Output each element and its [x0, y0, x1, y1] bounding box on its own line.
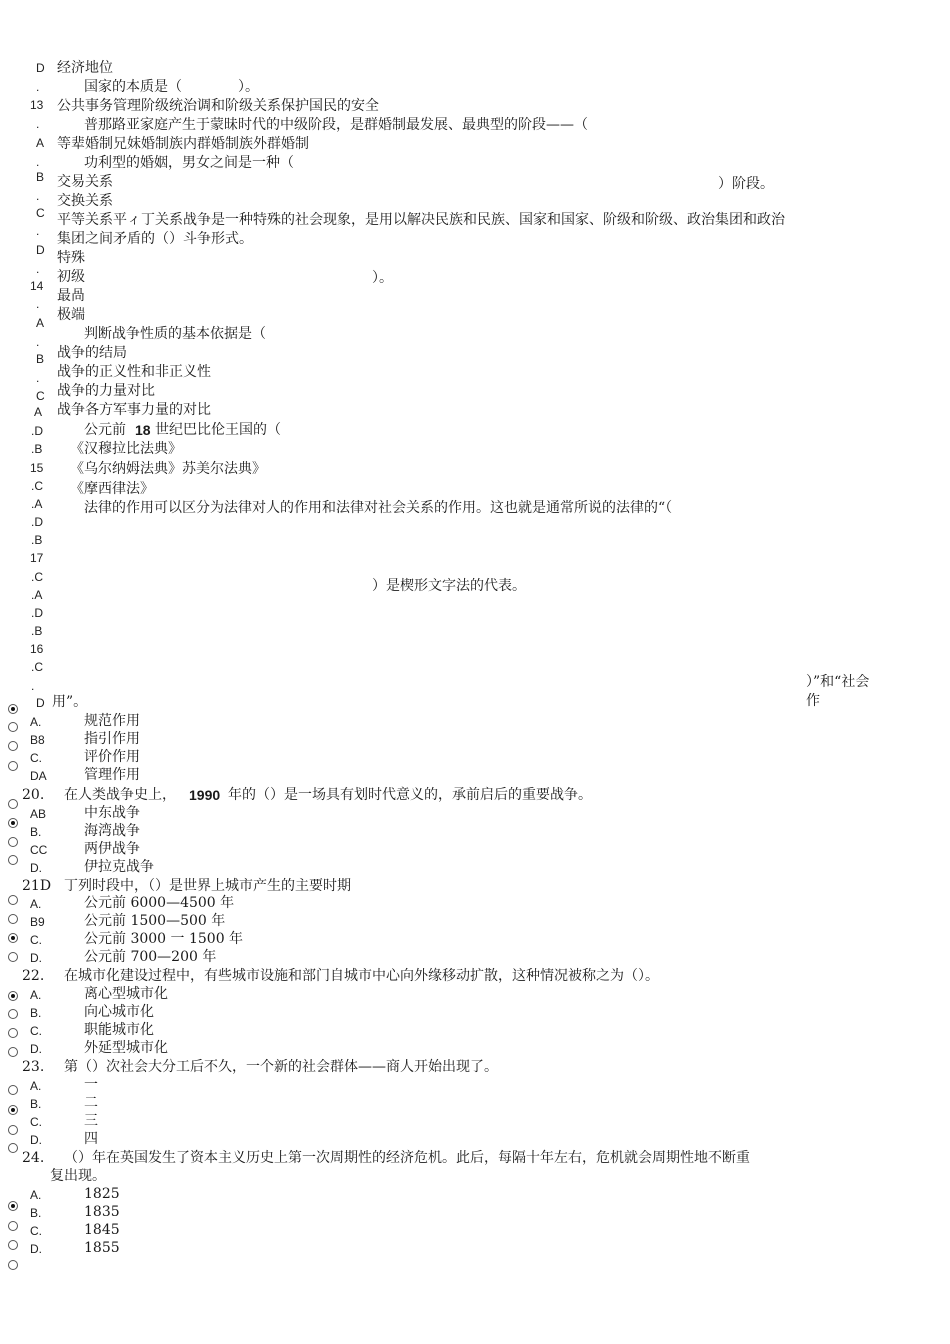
margin-marker: .C [31, 570, 43, 584]
option-radio[interactable] [8, 704, 18, 714]
option-radio[interactable] [8, 1047, 18, 1057]
margin-marker: . [36, 189, 40, 203]
option-radio[interactable] [8, 818, 18, 828]
text-line: ）阶段。 [718, 176, 774, 192]
question-stem-continued: 复出现。 [50, 1168, 106, 1184]
text-line: 交换关系 [57, 193, 113, 209]
option-text: 指引作用 [84, 731, 140, 747]
margin-marker: .B [31, 624, 43, 638]
text-line: 判断战争性质的基本依据是（ [84, 326, 266, 342]
text-line: 法律的作用可以区分为法律对人的作用和法律对社会关系的作用。这也就是通常所说的法律的“（ [84, 500, 673, 516]
text-line: ）。 [372, 270, 393, 286]
text-line: 等辈婚制兄妹婚制族内群婚制族外群婚制 [57, 136, 309, 152]
margin-marker: . [36, 297, 40, 311]
text-line: 极端 [57, 307, 85, 323]
text-line: 最咼 [57, 288, 85, 304]
option-radio[interactable] [8, 1221, 18, 1231]
option-letter: B. [30, 1206, 42, 1220]
text-line: 经济地位 [57, 60, 113, 76]
option-text: 公元前 3000 一 1500 年 [84, 931, 244, 947]
option-text: 中东战争 [84, 805, 140, 821]
text-line: 公共事务管理阶级统治调和阶级关系保护国民的安全 [57, 98, 379, 114]
margin-marker: A [34, 405, 43, 419]
option-letter: D. [30, 861, 42, 875]
option-text: 管理作用 [84, 767, 140, 783]
option-radio[interactable] [8, 1085, 18, 1095]
option-letter: C. [30, 1224, 42, 1238]
margin-marker: D [36, 696, 45, 710]
option-letter: A. [30, 897, 42, 911]
question-stem: 年的（）是一场具有划时代意义的，承前启后的重要战争。 [228, 787, 592, 803]
option-text: 1855 [84, 1240, 120, 1256]
margin-marker: 15 [30, 461, 44, 475]
text-line: 国家的本质是（ ）。 [84, 79, 259, 95]
question-stem: 在人类战争史上， [64, 787, 176, 803]
option-letter: A. [30, 1188, 42, 1202]
option-text: 职能城市化 [84, 1022, 154, 1038]
option-radio[interactable] [8, 933, 18, 943]
text-line: 交易关系 [57, 174, 113, 190]
option-text: 1845 [84, 1222, 120, 1238]
option-radio[interactable] [8, 1143, 18, 1153]
option-radio[interactable] [8, 1028, 18, 1038]
option-letter: D. [30, 1042, 42, 1056]
option-radio[interactable] [8, 855, 18, 865]
margin-marker: .C [31, 660, 43, 674]
option-letter: A. [30, 988, 42, 1002]
text-line: 战争的力量对比 [57, 383, 155, 399]
text-line: 《乌尔纳姆法典》苏美尔法典》 [70, 461, 266, 477]
margin-marker: . [36, 117, 40, 131]
option-text: 1835 [84, 1204, 120, 1220]
text-line: ）”和“社会 [806, 674, 870, 690]
question-stem: 第（）次社会大分工后不久，一个新的社会群体——商人开始出现了。 [64, 1059, 498, 1075]
text-line: 初级 [57, 269, 85, 285]
margin-marker: . [36, 224, 40, 238]
option-text: 1825 [84, 1186, 120, 1202]
option-text: 四 [84, 1131, 98, 1147]
margin-marker: 14 [30, 279, 44, 293]
margin-marker: C [36, 206, 45, 220]
option-radio[interactable] [8, 741, 18, 751]
margin-marker: . [36, 262, 40, 276]
question-number: 21D [22, 878, 52, 894]
margin-marker: B [36, 170, 45, 184]
margin-marker: .B [31, 442, 43, 456]
text-line: 功利型的婚姻，男女之间是一种（ [84, 155, 294, 171]
margin-marker: .D [31, 424, 43, 438]
option-letter: B9 [30, 915, 45, 929]
option-text: 一 [84, 1077, 98, 1093]
text-line: 公元前 [84, 422, 126, 438]
text-line: 集团之间矛盾的（）斗争形式。 [57, 231, 253, 247]
option-radio[interactable] [8, 837, 18, 847]
margin-marker: 13 [30, 98, 44, 112]
option-text: 三 [84, 1113, 98, 1129]
option-text: 公元前 6000—4500 年 [84, 895, 235, 911]
option-text: 规范作用 [84, 713, 140, 729]
option-letter: AB [30, 807, 47, 821]
option-radio[interactable] [8, 1240, 18, 1250]
margin-marker: .B [31, 533, 43, 547]
margin-marker: C [36, 389, 45, 403]
margin-marker: D [36, 61, 45, 75]
option-text: 公元前 1500—500 年 [84, 913, 226, 929]
margin-marker: D [36, 243, 45, 257]
margin-marker: . [36, 80, 40, 94]
text-line: 《汉穆拉比法典》 [70, 441, 182, 457]
option-text: 伊拉克战争 [84, 859, 154, 875]
option-letter: D. [30, 951, 42, 965]
question-stem: （）年在英国发生了资本主义历史上第一次周期性的经济危机。此后，每隔十年左右，危机就会周期性地不断重 [64, 1150, 750, 1166]
option-text: 公元前 700—200 年 [84, 949, 217, 965]
margin-marker: .D [31, 606, 43, 620]
option-letter: DA [30, 769, 47, 783]
option-letter: B. [30, 1006, 42, 1020]
margin-marker: .D [31, 515, 43, 529]
text-line: 战争的结局 [57, 345, 127, 361]
option-text: 向心城市化 [84, 1004, 154, 1020]
option-letter: D. [30, 1133, 42, 1147]
option-radio[interactable] [8, 895, 18, 905]
option-letter: C. [30, 1024, 42, 1038]
text-line: 战争各方军事力量的对比 [57, 402, 211, 418]
text-line: 战争的正义性和非正义性 [57, 364, 211, 380]
option-letter: C. [30, 1115, 42, 1129]
text-line: 用”。 [52, 694, 88, 710]
margin-marker: .C [31, 479, 43, 493]
option-text: 外延型城市化 [84, 1040, 168, 1056]
margin-marker: 17 [30, 551, 44, 565]
option-radio[interactable] [8, 1260, 18, 1270]
text-line: ）是楔形文字法的代表。 [372, 578, 526, 594]
question-number: 23. [22, 1059, 45, 1075]
option-letter: C. [30, 751, 42, 765]
option-letter: B8 [30, 733, 45, 747]
text-line: 作 [806, 693, 820, 709]
question-stem-year: 1990 [189, 787, 221, 803]
margin-marker: A [36, 136, 45, 150]
option-letter: B. [30, 1097, 42, 1111]
option-text: 二 [84, 1095, 98, 1111]
option-letter: D. [30, 1242, 42, 1256]
option-radio[interactable] [8, 1009, 18, 1019]
margin-marker: . [36, 155, 40, 169]
option-radio[interactable] [8, 952, 18, 962]
option-radio[interactable] [8, 722, 18, 732]
question-number: 20. [22, 787, 45, 803]
option-text: 评价作用 [84, 749, 140, 765]
option-radio[interactable] [8, 1201, 18, 1211]
option-radio[interactable] [8, 799, 18, 809]
option-radio[interactable] [8, 914, 18, 924]
option-letter: C. [30, 933, 42, 947]
option-radio[interactable] [8, 1105, 18, 1115]
text-line: 普那路亚家庭产生于蒙昧时代的中级阶段，是群婚制最发展、最典型的阶段——（ [84, 117, 588, 133]
question-stem: 丁列时段中，（）是世界上城市产生的主要时期 [64, 878, 351, 894]
option-radio[interactable] [8, 1125, 18, 1135]
option-radio[interactable] [8, 991, 18, 1001]
text-line: 特殊 [57, 250, 85, 266]
margin-marker: . [36, 371, 40, 385]
margin-marker: A [36, 316, 45, 330]
question-stem: 在城市化建设过程中，有些城市设施和部门自城市中心向外缘移动扩散，这种情况被称之为（）。 [64, 968, 659, 984]
text-line: 平等关系平ィ丁关系战争是一种特殊的社会现象，是用以解决民族和民族、国家和国家、阶级和阶级、政治集团和政治 [57, 212, 785, 228]
option-letter: A. [30, 1079, 42, 1093]
option-text: 海湾战争 [84, 823, 140, 839]
margin-marker: .A [31, 497, 43, 511]
margin-marker: .A [31, 588, 43, 602]
margin-marker: . [31, 679, 35, 693]
question-number: 22. [22, 968, 45, 984]
option-letter: CC [30, 843, 48, 857]
text-line: 18 [135, 422, 151, 438]
option-text: 两伊战争 [84, 841, 140, 857]
margin-marker: B [36, 352, 45, 366]
option-letter: B. [30, 825, 42, 839]
option-letter: A. [30, 715, 42, 729]
question-number: 24. [22, 1150, 45, 1166]
option-text: 离心型城市化 [84, 986, 168, 1002]
text-line: 世纪巴比伦王国的（ [155, 422, 281, 438]
margin-marker: . [36, 335, 40, 349]
margin-marker: 16 [30, 642, 44, 656]
text-line: 《摩西律法》 [70, 481, 154, 497]
option-radio[interactable] [8, 761, 18, 771]
